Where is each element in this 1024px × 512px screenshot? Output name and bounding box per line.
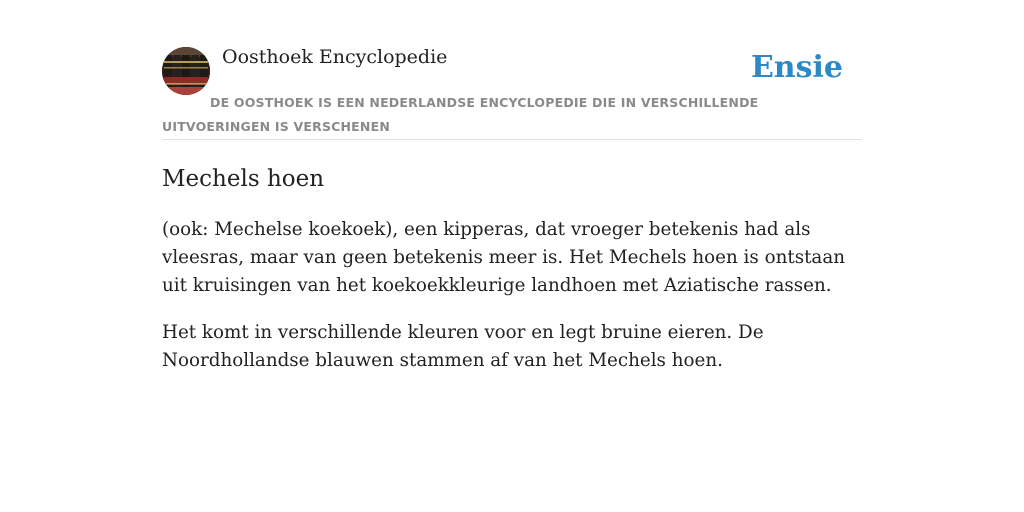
source-title[interactable]: Oosthoek Encyclopedie	[222, 46, 448, 68]
source-avatar[interactable]	[162, 47, 210, 95]
article-body	[162, 216, 862, 394]
header-divider	[162, 139, 862, 140]
brand-logo[interactable]: Ensie	[750, 50, 843, 85]
source-description: DE OOSTHOEK IS EEN NEDERLANDSE ENCYCLOPEDIE DIE IN VERSCHILLENDE UITVOERINGEN IS VERSCHENEN	[162, 95, 759, 134]
encyclopedia-books-icon	[162, 47, 210, 95]
article-paragraph: Het komt in verschillende kleuren voor en legt bruine eieren. De Noordhollandse blauwen stammen af van het Mechels hoen.	[162, 322, 764, 371]
article-paragraph: (ook: Mechelse koekoek), een kipperas, dat vroeger betekenis had als vleesras, maar van geen betekenis meer is. Het Mechels hoen is ontstaan uit kruisingen van het koekoekkleurige landhoen met Aziatische rassen.	[162, 219, 846, 296]
article-title: Mechels hoen	[162, 166, 325, 192]
